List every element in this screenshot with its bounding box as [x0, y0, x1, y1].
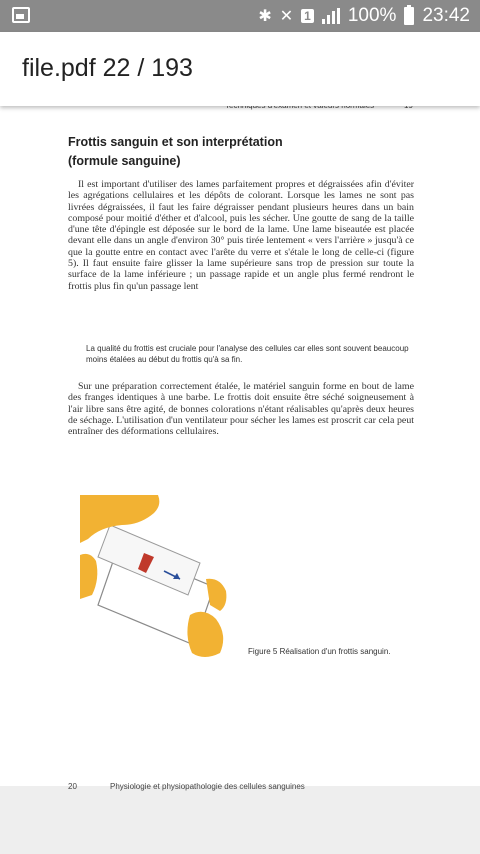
highlight-note: La qualité du frottis est cruciale pour l'analyse des cellules car elles sont souvent beaucoup moins étalées au début du frottis qu'à sa fin.	[86, 344, 409, 364]
section-title-line1: Frottis sanguin et son interprétation	[68, 135, 283, 149]
pdf-page[interactable]	[0, 106, 480, 791]
status-bar	[0, 0, 480, 32]
figure-5-illustration	[80, 495, 230, 660]
document-title: file.pdf 22 / 193	[22, 54, 193, 82]
sim-1-icon: 1	[301, 9, 314, 23]
section-title	[68, 133, 368, 171]
bluetooth-icon: ✱	[258, 8, 272, 25]
paragraph-1: Il est important d'utiliser des lames parfaitement propres et dégraissées afin d'éviter les agrégations cellulaires et les dépôts de colorant. Lorsque les lames ne sont pas livrées dégraissées, il faut les faire dégraisser pendant plusieurs heures dans un bain composé pour moitié d'éther et d'alcool, puis les sécher. Une goutte de sang de la taille d'une tête d'épingle est déposée sur le bord de la lame. Une lame biseautée est placée devant elle dans un angle d'environ 30° puis tirée lentement « vers l'arrière » jusqu'à ce que la goutte entre en contact avec l'arête du verre et s'étale le long de celle-ci (figure 5). Il faut ensuite faire glisser la lame supérieure sans trop de pression sur toute la surface de la lame inférieure ; un passage rapide et un angle plus fermé rendront le frottis plus fin qu'un passage lent	[68, 179, 414, 292]
figure-caption: Figure 5 Réalisation d'un frottis sanguin.	[248, 647, 391, 656]
battery-percent: 100%	[347, 5, 397, 26]
finger-left	[80, 554, 97, 599]
clock: 23:42	[422, 5, 470, 26]
app-bar	[0, 32, 480, 106]
section-title-line2: (formule sanguine)	[68, 154, 181, 168]
finger-right	[206, 579, 226, 611]
mute-icon: ✕	[279, 8, 294, 25]
paragraph-2: Sur une préparation correctement étalée, le matériel sanguin forme en bout de lame des franges identiques à une barbe. Le frottis doit ensuite être séché soigneusement à l'air libre sans être agité, de bonnes colorations n'étant réalisables qu'après deux heures de séchage. L'utilisation d'un ventilateur pour sécher les lames est proscrit car cela peut entraîner des déformations cellulaires.	[68, 381, 414, 438]
footer-page-number: 20	[68, 782, 77, 791]
status-icons	[258, 0, 470, 32]
screenshot-icon	[12, 7, 30, 23]
battery-icon	[404, 7, 414, 25]
footer-text: Physiologie et physiopathologie des cellules sanguines	[110, 782, 305, 791]
signal-icon	[322, 8, 340, 24]
finger-bottom-right	[187, 612, 223, 657]
